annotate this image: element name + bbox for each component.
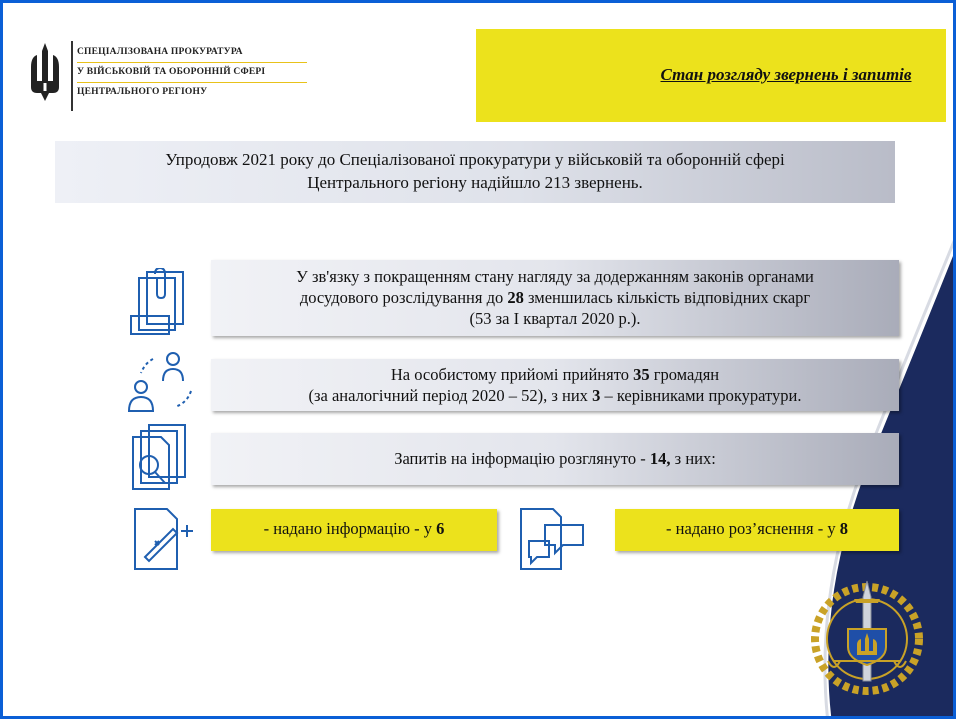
magic-wand-icon [129, 507, 199, 571]
clarification-label: - надано роз’яснення - у [666, 519, 840, 538]
item-reception [211, 359, 899, 411]
info-provided-label: - надано інформацію - у [263, 519, 437, 538]
intro-line-1: Упродовж 2021 року до Спеціалізованої прокуратури у військовій та оборонній сфері [165, 150, 785, 169]
item-info-requests [211, 433, 899, 485]
info-provided-box [211, 509, 497, 551]
item1-line-1: У зв'язку з покращенням стану нагляду за додержанням законів органами [296, 267, 814, 286]
item2-line-2-pre: (за аналогічний період 2020 – 52), з них [308, 386, 593, 405]
title-banner [476, 29, 946, 122]
org-line-2: У ВІЙСЬКОВІЙ ТА ОБОРОННІЙ СФЕРІ [77, 63, 307, 83]
intro-line-2: Центрального регіону надійшло 213 звернень. [307, 173, 643, 192]
item2-line-1-post: громадян [649, 365, 720, 384]
org-line-3: ЦЕНТРАЛЬНОГО РЕГІОНУ [77, 87, 208, 97]
page-title: Стан розгляду звернень і запитів [660, 65, 912, 84]
trident-icon [25, 41, 65, 103]
item-complaints [211, 260, 899, 336]
chat-icon [517, 505, 589, 573]
people-icon [125, 351, 195, 415]
org-line-1: СПЕЦІАЛІЗОВАНА ПРОКУРАТУРА [77, 43, 307, 63]
complaints-count: 28 [507, 288, 524, 307]
info-provided-count: 6 [436, 519, 445, 538]
item2-line-1-pre: На особистому прийомі прийнято [390, 365, 634, 384]
intro-box [55, 141, 895, 203]
citizens-count: 35 [633, 365, 650, 384]
item3-pre: Запитів на інформацію розглянуто - [394, 449, 650, 468]
heads-count: 3 [592, 386, 601, 405]
item1-line-2-pre: досудового розслідування до [299, 288, 508, 307]
clarification-box [615, 509, 899, 551]
documents-icon [129, 268, 191, 336]
item3-post: з них: [670, 449, 716, 468]
item1-line-3: (53 за І квартал 2020 р.). [469, 309, 641, 328]
clarification-count: 8 [839, 519, 848, 538]
prosecutor-emblem-icon [808, 577, 926, 695]
item2-line-2-post: – керівниками прокуратури. [600, 386, 802, 405]
item1-line-2-post: зменшилась кількість відповідних скарг [523, 288, 811, 307]
search-docs-icon [127, 423, 189, 493]
requests-count: 14, [649, 449, 671, 468]
